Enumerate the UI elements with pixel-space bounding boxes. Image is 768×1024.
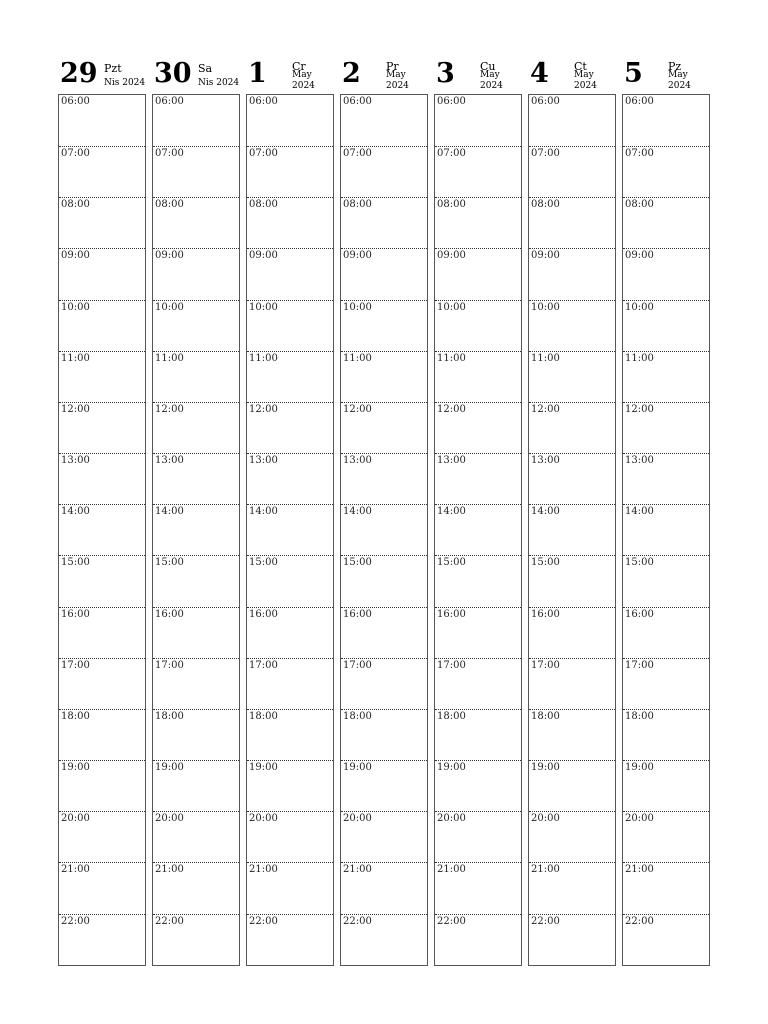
day-schedule bbox=[434, 94, 522, 966]
hour-label: 08:00 bbox=[531, 199, 560, 211]
hour-label: 19:00 bbox=[343, 762, 372, 774]
hour-label: 09:00 bbox=[61, 250, 90, 262]
day-number: 1 bbox=[248, 58, 267, 89]
hour-slot[interactable] bbox=[623, 146, 709, 197]
day-column bbox=[246, 56, 334, 966]
hour-label: 21:00 bbox=[531, 864, 560, 876]
hour-label: 14:00 bbox=[249, 506, 278, 518]
hour-slot[interactable] bbox=[435, 197, 521, 248]
hour-label: 18:00 bbox=[531, 710, 560, 722]
hour-label: 21:00 bbox=[155, 864, 184, 876]
hour-slot[interactable] bbox=[623, 709, 709, 760]
day-header bbox=[58, 56, 146, 94]
day-schedule bbox=[246, 94, 334, 966]
hour-label: 22:00 bbox=[625, 915, 654, 927]
hour-slot[interactable] bbox=[247, 453, 333, 504]
hour-slot[interactable] bbox=[623, 248, 709, 299]
hour-slot[interactable] bbox=[247, 811, 333, 862]
hour-slot[interactable] bbox=[247, 709, 333, 760]
hour-slot[interactable] bbox=[59, 914, 145, 965]
hour-slot[interactable] bbox=[435, 709, 521, 760]
hour-label: 10:00 bbox=[343, 301, 372, 313]
day-header bbox=[622, 56, 710, 94]
hour-label: 22:00 bbox=[61, 915, 90, 927]
hour-label: 18:00 bbox=[625, 710, 654, 722]
day-number: 3 bbox=[436, 58, 455, 89]
hour-label: 12:00 bbox=[155, 403, 184, 415]
hour-slot[interactable] bbox=[623, 351, 709, 402]
hour-slot[interactable] bbox=[341, 607, 427, 658]
hour-slot[interactable] bbox=[435, 811, 521, 862]
hour-slot[interactable] bbox=[341, 453, 427, 504]
hour-slot[interactable] bbox=[247, 555, 333, 606]
hour-label: 21:00 bbox=[343, 864, 372, 876]
hour-slot[interactable] bbox=[247, 914, 333, 965]
hour-slot[interactable] bbox=[435, 453, 521, 504]
hour-slot[interactable] bbox=[529, 453, 615, 504]
day-name: Cr bbox=[292, 60, 306, 73]
hour-slot[interactable] bbox=[529, 555, 615, 606]
hour-slot[interactable] bbox=[247, 504, 333, 555]
hour-slot[interactable] bbox=[435, 862, 521, 913]
hour-label: 22:00 bbox=[531, 915, 560, 927]
hour-label: 20:00 bbox=[437, 813, 466, 825]
hour-slot[interactable] bbox=[153, 248, 239, 299]
hour-label: 17:00 bbox=[61, 659, 90, 671]
hour-label: 07:00 bbox=[531, 148, 560, 160]
hour-label: 22:00 bbox=[437, 915, 466, 927]
hour-slot[interactable] bbox=[341, 760, 427, 811]
hour-slot[interactable] bbox=[435, 402, 521, 453]
day-column bbox=[152, 56, 240, 966]
hour-label: 21:00 bbox=[61, 864, 90, 876]
hour-label: 17:00 bbox=[625, 659, 654, 671]
hour-label: 16:00 bbox=[343, 608, 372, 620]
hour-slot[interactable] bbox=[153, 453, 239, 504]
hour-slot[interactable] bbox=[529, 95, 615, 146]
hour-label: 16:00 bbox=[437, 608, 466, 620]
month-year: May 2024 bbox=[386, 70, 409, 91]
hour-label: 07:00 bbox=[61, 148, 90, 160]
hour-slot[interactable] bbox=[59, 95, 145, 146]
hour-label: 12:00 bbox=[61, 403, 90, 415]
hour-label: 08:00 bbox=[343, 199, 372, 211]
hour-slot[interactable] bbox=[623, 914, 709, 965]
day-number: 30 bbox=[154, 58, 192, 89]
hour-slot[interactable] bbox=[247, 300, 333, 351]
hour-slot[interactable] bbox=[435, 914, 521, 965]
hour-slot[interactable] bbox=[59, 146, 145, 197]
hour-label: 12:00 bbox=[531, 403, 560, 415]
hour-label: 10:00 bbox=[249, 301, 278, 313]
day-number: 2 bbox=[342, 58, 361, 89]
hour-label: 07:00 bbox=[343, 148, 372, 160]
hour-label: 08:00 bbox=[249, 199, 278, 211]
hour-slot[interactable] bbox=[247, 862, 333, 913]
day-schedule bbox=[622, 94, 710, 966]
hour-label: 11:00 bbox=[625, 352, 654, 364]
hour-label: 13:00 bbox=[437, 455, 466, 467]
hour-label: 14:00 bbox=[625, 506, 654, 518]
hour-slot[interactable] bbox=[247, 760, 333, 811]
hour-label: 13:00 bbox=[625, 455, 654, 467]
hour-label: 15:00 bbox=[343, 557, 372, 569]
hour-label: 07:00 bbox=[249, 148, 278, 160]
hour-label: 20:00 bbox=[343, 813, 372, 825]
hour-label: 09:00 bbox=[155, 250, 184, 262]
hour-label: 20:00 bbox=[61, 813, 90, 825]
hour-label: 06:00 bbox=[531, 96, 560, 107]
hour-label: 19:00 bbox=[625, 762, 654, 774]
hour-slot[interactable] bbox=[59, 658, 145, 709]
hour-label: 15:00 bbox=[61, 557, 90, 569]
hour-slot[interactable] bbox=[59, 248, 145, 299]
hour-slot[interactable] bbox=[153, 914, 239, 965]
hour-slot[interactable] bbox=[59, 300, 145, 351]
hour-label: 19:00 bbox=[531, 762, 560, 774]
hour-slot[interactable] bbox=[529, 300, 615, 351]
hour-label: 09:00 bbox=[625, 250, 654, 262]
hour-slot[interactable] bbox=[435, 146, 521, 197]
hour-label: 15:00 bbox=[437, 557, 466, 569]
day-header bbox=[528, 56, 616, 94]
day-column bbox=[434, 56, 522, 966]
hour-slot[interactable] bbox=[341, 95, 427, 146]
hour-slot[interactable] bbox=[623, 402, 709, 453]
hour-slot[interactable] bbox=[153, 300, 239, 351]
hour-label: 06:00 bbox=[625, 96, 654, 107]
hour-slot[interactable] bbox=[153, 862, 239, 913]
hour-label: 18:00 bbox=[437, 710, 466, 722]
hour-label: 16:00 bbox=[625, 608, 654, 620]
day-number: 5 bbox=[624, 58, 643, 89]
month-year: Nis 2024 bbox=[104, 78, 146, 88]
hour-slot[interactable] bbox=[153, 402, 239, 453]
hour-label: 09:00 bbox=[249, 250, 278, 262]
day-number: 4 bbox=[530, 58, 549, 89]
hour-slot[interactable] bbox=[435, 504, 521, 555]
hour-label: 10:00 bbox=[155, 301, 184, 313]
hour-label: 19:00 bbox=[249, 762, 278, 774]
hour-label: 08:00 bbox=[155, 199, 184, 211]
hour-slot[interactable] bbox=[529, 709, 615, 760]
day-header bbox=[246, 56, 334, 94]
hour-label: 11:00 bbox=[343, 352, 372, 364]
hour-label: 15:00 bbox=[625, 557, 654, 569]
hour-label: 20:00 bbox=[625, 813, 654, 825]
day-column bbox=[340, 56, 428, 966]
hour-label: 16:00 bbox=[61, 608, 90, 620]
hour-label: 16:00 bbox=[531, 608, 560, 620]
hour-slot[interactable] bbox=[341, 300, 427, 351]
hour-slot[interactable] bbox=[247, 607, 333, 658]
hour-label: 13:00 bbox=[531, 455, 560, 467]
day-column bbox=[622, 56, 710, 966]
hour-slot[interactable] bbox=[341, 811, 427, 862]
day-number: 29 bbox=[60, 58, 98, 89]
hour-label: 14:00 bbox=[343, 506, 372, 518]
hour-label: 13:00 bbox=[155, 455, 184, 467]
day-name: Pzt bbox=[104, 62, 122, 75]
hour-slot[interactable] bbox=[247, 402, 333, 453]
month-year: May 2024 bbox=[292, 70, 315, 91]
day-schedule bbox=[58, 94, 146, 966]
hour-slot[interactable] bbox=[59, 453, 145, 504]
day-column bbox=[528, 56, 616, 966]
hour-slot[interactable] bbox=[153, 811, 239, 862]
hour-label: 06:00 bbox=[61, 96, 90, 107]
hour-label: 13:00 bbox=[343, 455, 372, 467]
hour-label: 20:00 bbox=[155, 813, 184, 825]
month-year: Nis 2024 bbox=[198, 78, 240, 88]
hour-slot[interactable] bbox=[153, 709, 239, 760]
hour-slot[interactable] bbox=[341, 555, 427, 606]
hour-label: 12:00 bbox=[437, 403, 466, 415]
hour-slot[interactable] bbox=[529, 607, 615, 658]
hour-label: 17:00 bbox=[249, 659, 278, 671]
hour-label: 17:00 bbox=[155, 659, 184, 671]
day-header bbox=[340, 56, 428, 94]
hour-label: 14:00 bbox=[437, 506, 466, 518]
hour-label: 14:00 bbox=[61, 506, 90, 518]
hour-slot[interactable] bbox=[529, 402, 615, 453]
hour-label: 16:00 bbox=[249, 608, 278, 620]
hour-label: 11:00 bbox=[155, 352, 184, 364]
hour-label: 13:00 bbox=[61, 455, 90, 467]
hour-label: 12:00 bbox=[249, 403, 278, 415]
hour-label: 10:00 bbox=[531, 301, 560, 313]
day-header bbox=[434, 56, 522, 94]
day-name: Cu bbox=[480, 60, 496, 73]
day-schedule bbox=[528, 94, 616, 966]
hour-slot[interactable] bbox=[435, 300, 521, 351]
hour-label: 08:00 bbox=[61, 199, 90, 211]
hour-label: 08:00 bbox=[625, 199, 654, 211]
day-schedule bbox=[340, 94, 428, 966]
day-name: Pz bbox=[668, 60, 682, 73]
hour-label: 17:00 bbox=[343, 659, 372, 671]
hour-label: 10:00 bbox=[625, 301, 654, 313]
hour-slot[interactable] bbox=[529, 197, 615, 248]
hour-label: 09:00 bbox=[531, 250, 560, 262]
hour-slot[interactable] bbox=[435, 658, 521, 709]
hour-slot[interactable] bbox=[247, 658, 333, 709]
hour-slot[interactable] bbox=[153, 504, 239, 555]
hour-slot[interactable] bbox=[529, 504, 615, 555]
hour-label: 22:00 bbox=[343, 915, 372, 927]
hour-slot[interactable] bbox=[153, 555, 239, 606]
hour-slot[interactable] bbox=[623, 658, 709, 709]
hour-label: 11:00 bbox=[437, 352, 466, 364]
day-name: Sa bbox=[198, 62, 213, 75]
hour-label: 18:00 bbox=[249, 710, 278, 722]
hour-label: 20:00 bbox=[531, 813, 560, 825]
hour-label: 18:00 bbox=[343, 710, 372, 722]
hour-slot[interactable] bbox=[341, 402, 427, 453]
hour-label: 21:00 bbox=[437, 864, 466, 876]
hour-slot[interactable] bbox=[529, 658, 615, 709]
hour-label: 09:00 bbox=[437, 250, 466, 262]
hour-slot[interactable] bbox=[247, 351, 333, 402]
hour-label: 06:00 bbox=[343, 96, 372, 107]
hour-slot[interactable] bbox=[341, 862, 427, 913]
hour-slot[interactable] bbox=[341, 709, 427, 760]
hour-slot[interactable] bbox=[59, 402, 145, 453]
hour-label: 14:00 bbox=[531, 506, 560, 518]
hour-slot[interactable] bbox=[529, 146, 615, 197]
hour-label: 21:00 bbox=[625, 864, 654, 876]
hour-label: 19:00 bbox=[155, 762, 184, 774]
hour-label: 21:00 bbox=[249, 864, 278, 876]
hour-slot[interactable] bbox=[529, 862, 615, 913]
hour-slot[interactable] bbox=[529, 760, 615, 811]
hour-slot[interactable] bbox=[59, 709, 145, 760]
hour-label: 10:00 bbox=[437, 301, 466, 313]
hour-slot[interactable] bbox=[341, 351, 427, 402]
hour-label: 11:00 bbox=[61, 352, 90, 364]
hour-slot[interactable] bbox=[623, 811, 709, 862]
hour-label: 15:00 bbox=[155, 557, 184, 569]
day-name: Ct bbox=[574, 60, 587, 73]
hour-slot[interactable] bbox=[435, 351, 521, 402]
hour-slot[interactable] bbox=[435, 760, 521, 811]
hour-label: 07:00 bbox=[437, 148, 466, 160]
hour-slot[interactable] bbox=[435, 607, 521, 658]
hour-label: 14:00 bbox=[155, 506, 184, 518]
hour-label: 19:00 bbox=[437, 762, 466, 774]
hour-slot[interactable] bbox=[59, 197, 145, 248]
hour-label: 06:00 bbox=[155, 96, 184, 107]
hour-slot[interactable] bbox=[341, 504, 427, 555]
hour-label: 13:00 bbox=[249, 455, 278, 467]
hour-slot[interactable] bbox=[341, 658, 427, 709]
hour-slot[interactable] bbox=[247, 146, 333, 197]
hour-slot[interactable] bbox=[623, 300, 709, 351]
hour-slot[interactable] bbox=[623, 504, 709, 555]
hour-slot[interactable] bbox=[153, 351, 239, 402]
hour-label: 10:00 bbox=[61, 301, 90, 313]
hour-slot[interactable] bbox=[529, 811, 615, 862]
hour-slot[interactable] bbox=[247, 95, 333, 146]
hour-label: 12:00 bbox=[343, 403, 372, 415]
hour-label: 16:00 bbox=[155, 608, 184, 620]
hour-label: 18:00 bbox=[61, 710, 90, 722]
hour-slot[interactable] bbox=[247, 197, 333, 248]
hour-slot[interactable] bbox=[341, 146, 427, 197]
hour-label: 06:00 bbox=[249, 96, 278, 107]
hour-slot[interactable] bbox=[59, 811, 145, 862]
hour-slot[interactable] bbox=[529, 914, 615, 965]
hour-slot[interactable] bbox=[341, 197, 427, 248]
hour-label: 11:00 bbox=[249, 352, 278, 364]
day-column bbox=[58, 56, 146, 966]
hour-label: 18:00 bbox=[155, 710, 184, 722]
hour-slot[interactable] bbox=[529, 351, 615, 402]
hour-label: 22:00 bbox=[155, 915, 184, 927]
hour-slot[interactable] bbox=[341, 248, 427, 299]
hour-label: 07:00 bbox=[625, 148, 654, 160]
hour-label: 09:00 bbox=[343, 250, 372, 262]
hour-slot[interactable] bbox=[623, 760, 709, 811]
hour-label: 11:00 bbox=[531, 352, 560, 364]
hour-slot[interactable] bbox=[59, 607, 145, 658]
hour-label: 08:00 bbox=[437, 199, 466, 211]
day-name: Pr bbox=[386, 60, 399, 73]
hour-slot[interactable] bbox=[341, 914, 427, 965]
hour-label: 15:00 bbox=[531, 557, 560, 569]
hour-slot[interactable] bbox=[623, 607, 709, 658]
hour-slot[interactable] bbox=[59, 760, 145, 811]
hour-label: 17:00 bbox=[531, 659, 560, 671]
hour-slot[interactable] bbox=[153, 95, 239, 146]
weekly-planner bbox=[58, 56, 711, 966]
hour-slot[interactable] bbox=[435, 95, 521, 146]
hour-label: 12:00 bbox=[625, 403, 654, 415]
day-header bbox=[152, 56, 240, 94]
hour-slot[interactable] bbox=[59, 504, 145, 555]
hour-slot[interactable] bbox=[623, 197, 709, 248]
hour-slot[interactable] bbox=[59, 862, 145, 913]
hour-slot[interactable] bbox=[435, 248, 521, 299]
hour-slot[interactable] bbox=[153, 760, 239, 811]
day-schedule bbox=[152, 94, 240, 966]
hour-slot[interactable] bbox=[153, 607, 239, 658]
hour-slot[interactable] bbox=[153, 146, 239, 197]
hour-slot[interactable] bbox=[247, 248, 333, 299]
hour-slot[interactable] bbox=[623, 555, 709, 606]
month-year: May 2024 bbox=[574, 70, 597, 91]
hour-label: 19:00 bbox=[61, 762, 90, 774]
hour-slot[interactable] bbox=[153, 197, 239, 248]
hour-slot[interactable] bbox=[529, 248, 615, 299]
hour-label: 06:00 bbox=[437, 96, 466, 107]
month-year: May 2024 bbox=[480, 70, 503, 91]
hour-slot[interactable] bbox=[59, 555, 145, 606]
hour-slot[interactable] bbox=[623, 95, 709, 146]
month-year: May 2024 bbox=[668, 70, 691, 91]
hour-slot[interactable] bbox=[59, 351, 145, 402]
hour-label: 15:00 bbox=[249, 557, 278, 569]
hour-slot[interactable] bbox=[435, 555, 521, 606]
hour-label: 20:00 bbox=[249, 813, 278, 825]
hour-label: 07:00 bbox=[155, 148, 184, 160]
hour-slot[interactable] bbox=[623, 453, 709, 504]
hour-slot[interactable] bbox=[153, 658, 239, 709]
hour-slot[interactable] bbox=[623, 862, 709, 913]
hour-label: 22:00 bbox=[249, 915, 278, 927]
hour-label: 17:00 bbox=[437, 659, 466, 671]
